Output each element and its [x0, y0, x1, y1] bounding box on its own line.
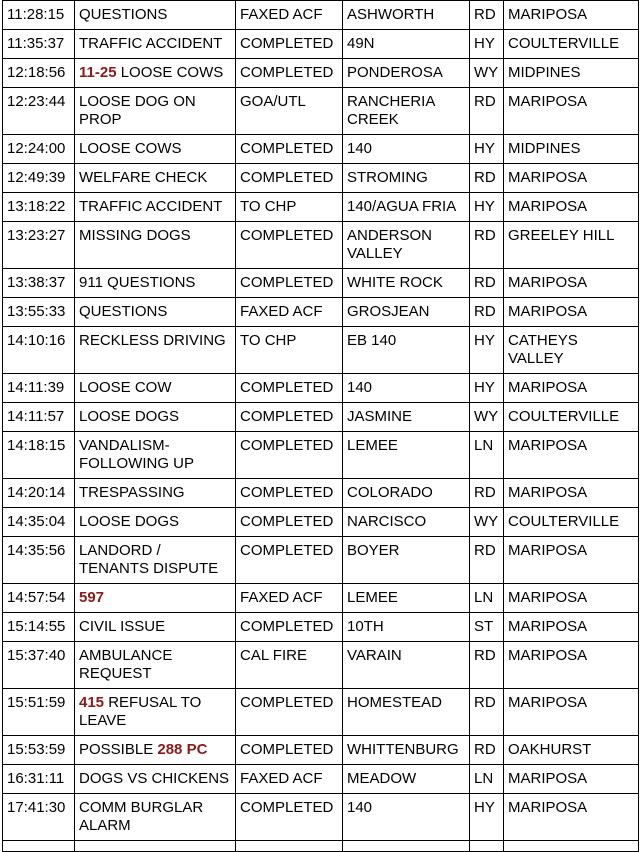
cell-time: 15:37:40: [3, 642, 75, 689]
cell-disposition: COMPLETED: [236, 613, 343, 642]
cell-street: JASMINE: [343, 403, 470, 432]
cell-street-suffix: LN: [470, 432, 504, 479]
cell-street-suffix: RD: [470, 298, 504, 327]
cell-street-suffix: RD: [470, 537, 504, 584]
cell-city: GREELEY HILL: [504, 222, 639, 269]
cell-city: MARIPOSA: [504, 88, 639, 135]
cell-street: ASHWORTH: [343, 1, 470, 30]
cell-time: 11:35:37: [3, 30, 75, 59]
table-row: [3, 269, 639, 298]
table-row: [3, 841, 639, 852]
cell-call-type: [75, 164, 236, 193]
cell-disposition: COMPLETED: [236, 537, 343, 584]
table-row: [3, 59, 639, 88]
cell-time: 13:38:37: [3, 269, 75, 298]
table-row: [3, 689, 639, 736]
cell-street-suffix: RD: [470, 479, 504, 508]
call-type-text: LOOSE COW: [79, 379, 172, 396]
cell-call-type: [75, 508, 236, 537]
cell-city: MARIPOSA: [504, 584, 639, 613]
cell-disposition: COMPLETED: [236, 269, 343, 298]
cell-city: COULTERVILLE: [504, 30, 639, 59]
cell-city: MIDPINES: [504, 135, 639, 164]
cell-city: MARIPOSA: [504, 432, 639, 479]
cell-street: 49N: [343, 30, 470, 59]
cell-time: 14:57:54: [3, 584, 75, 613]
table-row: [3, 164, 639, 193]
call-log-table: [2, 0, 639, 852]
call-type-text: VANDALISM- FOLLOWING UP: [79, 437, 195, 472]
cell-time: 16:31:11: [3, 765, 75, 794]
cell-disposition: COMPLETED: [236, 508, 343, 537]
cell-time: 13:23:27: [3, 222, 75, 269]
cell-disposition: FAXED ACF: [236, 298, 343, 327]
cell-street: STROMING: [343, 164, 470, 193]
cell-call-type: [75, 794, 236, 841]
call-type-text: POSSIBLE: [79, 741, 154, 758]
cell-street: PONDEROSA: [343, 59, 470, 88]
cell-city: MARIPOSA: [504, 164, 639, 193]
cell-disposition: COMPLETED: [236, 479, 343, 508]
cell-call-type: [75, 841, 236, 852]
cell-time: [3, 841, 75, 852]
table-row: [3, 765, 639, 794]
cell-call-type: [75, 298, 236, 327]
cell-street-suffix: HY: [470, 135, 504, 164]
cell-disposition: COMPLETED: [236, 432, 343, 479]
cell-time: 14:11:39: [3, 374, 75, 403]
cell-time: 15:51:59: [3, 689, 75, 736]
cell-time: 14:11:57: [3, 403, 75, 432]
cell-street: 10TH: [343, 613, 470, 642]
cell-disposition: FAXED ACF: [236, 1, 343, 30]
cell-time: 14:10:16: [3, 327, 75, 374]
cell-time: 11:28:15: [3, 1, 75, 30]
cell-street-suffix: [470, 841, 504, 852]
cell-call-type: [75, 59, 236, 88]
call-type-text: TRESPASSING: [79, 484, 185, 501]
cell-street-suffix: WY: [470, 403, 504, 432]
cell-street: LEMEE: [343, 584, 470, 613]
cell-city: [504, 841, 639, 852]
cell-street: 140: [343, 135, 470, 164]
table-row: [3, 508, 639, 537]
cell-call-type: [75, 584, 236, 613]
cell-street: LEMEE: [343, 432, 470, 479]
table-row: [3, 613, 639, 642]
cell-city: MARIPOSA: [504, 765, 639, 794]
table-row: [3, 88, 639, 135]
cell-street-suffix: RD: [470, 1, 504, 30]
cell-street: BOYER: [343, 537, 470, 584]
cell-call-type: [75, 269, 236, 298]
cell-time: 17:41:30: [3, 794, 75, 841]
call-type-text: MISSING DOGS: [79, 227, 191, 244]
call-type-text: LOOSE COWS: [120, 64, 224, 81]
cell-disposition: TO CHP: [236, 327, 343, 374]
table-row: [3, 298, 639, 327]
cell-street: HOMESTEAD: [343, 689, 470, 736]
cell-city: MARIPOSA: [504, 298, 639, 327]
call-type-text: REFUSAL TO LEAVE: [79, 694, 202, 729]
cell-disposition: COMPLETED: [236, 30, 343, 59]
cell-city: COULTERVILLE: [504, 403, 639, 432]
table-row: [3, 193, 639, 222]
cell-street: VARAIN: [343, 642, 470, 689]
table-row: [3, 794, 639, 841]
cell-city: MARIPOSA: [504, 794, 639, 841]
table-row: [3, 584, 639, 613]
cell-street: 140: [343, 374, 470, 403]
cell-time: 13:18:22: [3, 193, 75, 222]
cell-city: MARIPOSA: [504, 689, 639, 736]
cell-street: RANCHERIA CREEK: [343, 88, 470, 135]
cell-street: ANDERSON VALLEY: [343, 222, 470, 269]
table-row: [3, 403, 639, 432]
table-row: [3, 30, 639, 59]
cell-time: 13:55:33: [3, 298, 75, 327]
cell-call-type: [75, 88, 236, 135]
cell-time: 14:20:14: [3, 479, 75, 508]
table-row: [3, 642, 639, 689]
cell-street: 140: [343, 794, 470, 841]
cell-street-suffix: LN: [470, 584, 504, 613]
cell-street-suffix: HY: [470, 794, 504, 841]
penal-code: 415: [79, 694, 105, 711]
cell-city: MARIPOSA: [504, 613, 639, 642]
cell-call-type: [75, 736, 236, 765]
cell-disposition: TO CHP: [236, 193, 343, 222]
cell-street-suffix: RD: [470, 689, 504, 736]
cell-disposition: COMPLETED: [236, 794, 343, 841]
cell-time: 12:24:00: [3, 135, 75, 164]
cell-city: OAKHURST: [504, 736, 639, 765]
cell-time: 14:18:15: [3, 432, 75, 479]
cell-call-type: [75, 193, 236, 222]
cell-call-type: [75, 432, 236, 479]
cell-call-type: [75, 479, 236, 508]
cell-disposition: [236, 841, 343, 852]
cell-street-suffix: RD: [470, 642, 504, 689]
cell-street-suffix: RD: [470, 222, 504, 269]
call-type-text: LOOSE DOGS: [79, 513, 180, 530]
table-row: [3, 222, 639, 269]
cell-time: 15:14:55: [3, 613, 75, 642]
cell-street: COLORADO: [343, 479, 470, 508]
cell-street: WHITTENBURG: [343, 736, 470, 765]
cell-street: GROSJEAN: [343, 298, 470, 327]
cell-disposition: FAXED ACF: [236, 765, 343, 794]
call-type-text: LANDORD / TENANTS DISPUTE: [79, 542, 219, 577]
cell-city: MIDPINES: [504, 59, 639, 88]
table-row: [3, 479, 639, 508]
cell-call-type: [75, 30, 236, 59]
cell-street-suffix: RD: [470, 88, 504, 135]
cell-street-suffix: RD: [470, 164, 504, 193]
cell-disposition: FAXED ACF: [236, 584, 343, 613]
cell-call-type: [75, 1, 236, 30]
table-row: [3, 135, 639, 164]
call-type-text: LOOSE DOG ON PROP: [79, 93, 196, 128]
call-type-text: WELFARE CHECK: [79, 169, 208, 186]
call-type-text: DOGS VS CHICKENS: [79, 770, 230, 787]
cell-call-type: [75, 222, 236, 269]
cell-street-suffix: HY: [470, 193, 504, 222]
cell-disposition: GOA/UTL: [236, 88, 343, 135]
penal-code: 288 PC: [157, 741, 208, 758]
table-row: [3, 537, 639, 584]
cell-call-type: [75, 135, 236, 164]
cell-disposition: COMPLETED: [236, 403, 343, 432]
cell-city: MARIPOSA: [504, 537, 639, 584]
cell-time: 14:35:56: [3, 537, 75, 584]
cell-street-suffix: LN: [470, 765, 504, 794]
cell-street: [343, 841, 470, 852]
cell-city: MARIPOSA: [504, 479, 639, 508]
cell-call-type: [75, 403, 236, 432]
cell-street-suffix: RD: [470, 736, 504, 765]
cell-street-suffix: HY: [470, 327, 504, 374]
cell-street-suffix: HY: [470, 30, 504, 59]
cell-street-suffix: WY: [470, 508, 504, 537]
cell-disposition: COMPLETED: [236, 736, 343, 765]
cell-disposition: COMPLETED: [236, 689, 343, 736]
table-row: [3, 432, 639, 479]
cell-city: MARIPOSA: [504, 269, 639, 298]
cell-street: NARCISCO: [343, 508, 470, 537]
cell-city: MARIPOSA: [504, 193, 639, 222]
cell-city: CATHEYS VALLEY: [504, 327, 639, 374]
cell-time: 12:23:44: [3, 88, 75, 135]
cell-call-type: [75, 374, 236, 403]
cell-street-suffix: HY: [470, 374, 504, 403]
call-type-text: RECKLESS DRIVING: [79, 332, 226, 349]
cell-street: EB 140: [343, 327, 470, 374]
call-type-text: 911 QUESTIONS: [79, 274, 196, 291]
cell-street-suffix: WY: [470, 59, 504, 88]
call-type-text: LOOSE COWS: [79, 140, 182, 157]
cell-time: 14:35:04: [3, 508, 75, 537]
call-type-text: QUESTIONS: [79, 303, 168, 320]
cell-disposition: CAL FIRE: [236, 642, 343, 689]
table-row: [3, 374, 639, 403]
call-type-text: TRAFFIC ACCIDENT: [79, 198, 223, 215]
table-row: [3, 736, 639, 765]
cell-city: MARIPOSA: [504, 642, 639, 689]
cell-disposition: COMPLETED: [236, 164, 343, 193]
call-type-text: LOOSE DOGS: [79, 408, 180, 425]
cell-disposition: COMPLETED: [236, 135, 343, 164]
cell-city: MARIPOSA: [504, 1, 639, 30]
table-row: [3, 327, 639, 374]
cell-street: 140/AGUA FRIA: [343, 193, 470, 222]
cell-call-type: [75, 327, 236, 374]
cell-call-type: [75, 642, 236, 689]
call-type-text: TRAFFIC ACCIDENT: [79, 35, 223, 52]
cell-time: 12:18:56: [3, 59, 75, 88]
cell-disposition: COMPLETED: [236, 222, 343, 269]
penal-code: 11-25: [79, 64, 117, 81]
cell-time: 15:53:59: [3, 736, 75, 765]
cell-disposition: COMPLETED: [236, 374, 343, 403]
cell-call-type: [75, 689, 236, 736]
call-type-text: QUESTIONS: [79, 6, 168, 23]
table-row: [3, 1, 639, 30]
cell-call-type: [75, 765, 236, 794]
cell-disposition: COMPLETED: [236, 59, 343, 88]
cell-call-type: [75, 537, 236, 584]
call-type-text: COMM BURGLAR ALARM: [79, 799, 204, 834]
call-log-body: [3, 1, 639, 852]
penal-code: 597: [79, 589, 105, 606]
cell-city: COULTERVILLE: [504, 508, 639, 537]
cell-street: MEADOW: [343, 765, 470, 794]
cell-street: WHITE ROCK: [343, 269, 470, 298]
cell-street-suffix: ST: [470, 613, 504, 642]
cell-time: 12:49:39: [3, 164, 75, 193]
call-type-text: AMBULANCE REQUEST: [79, 647, 173, 682]
cell-street-suffix: RD: [470, 269, 504, 298]
call-type-text: CIVIL ISSUE: [79, 618, 166, 635]
cell-city: MARIPOSA: [504, 374, 639, 403]
cell-call-type: [75, 613, 236, 642]
